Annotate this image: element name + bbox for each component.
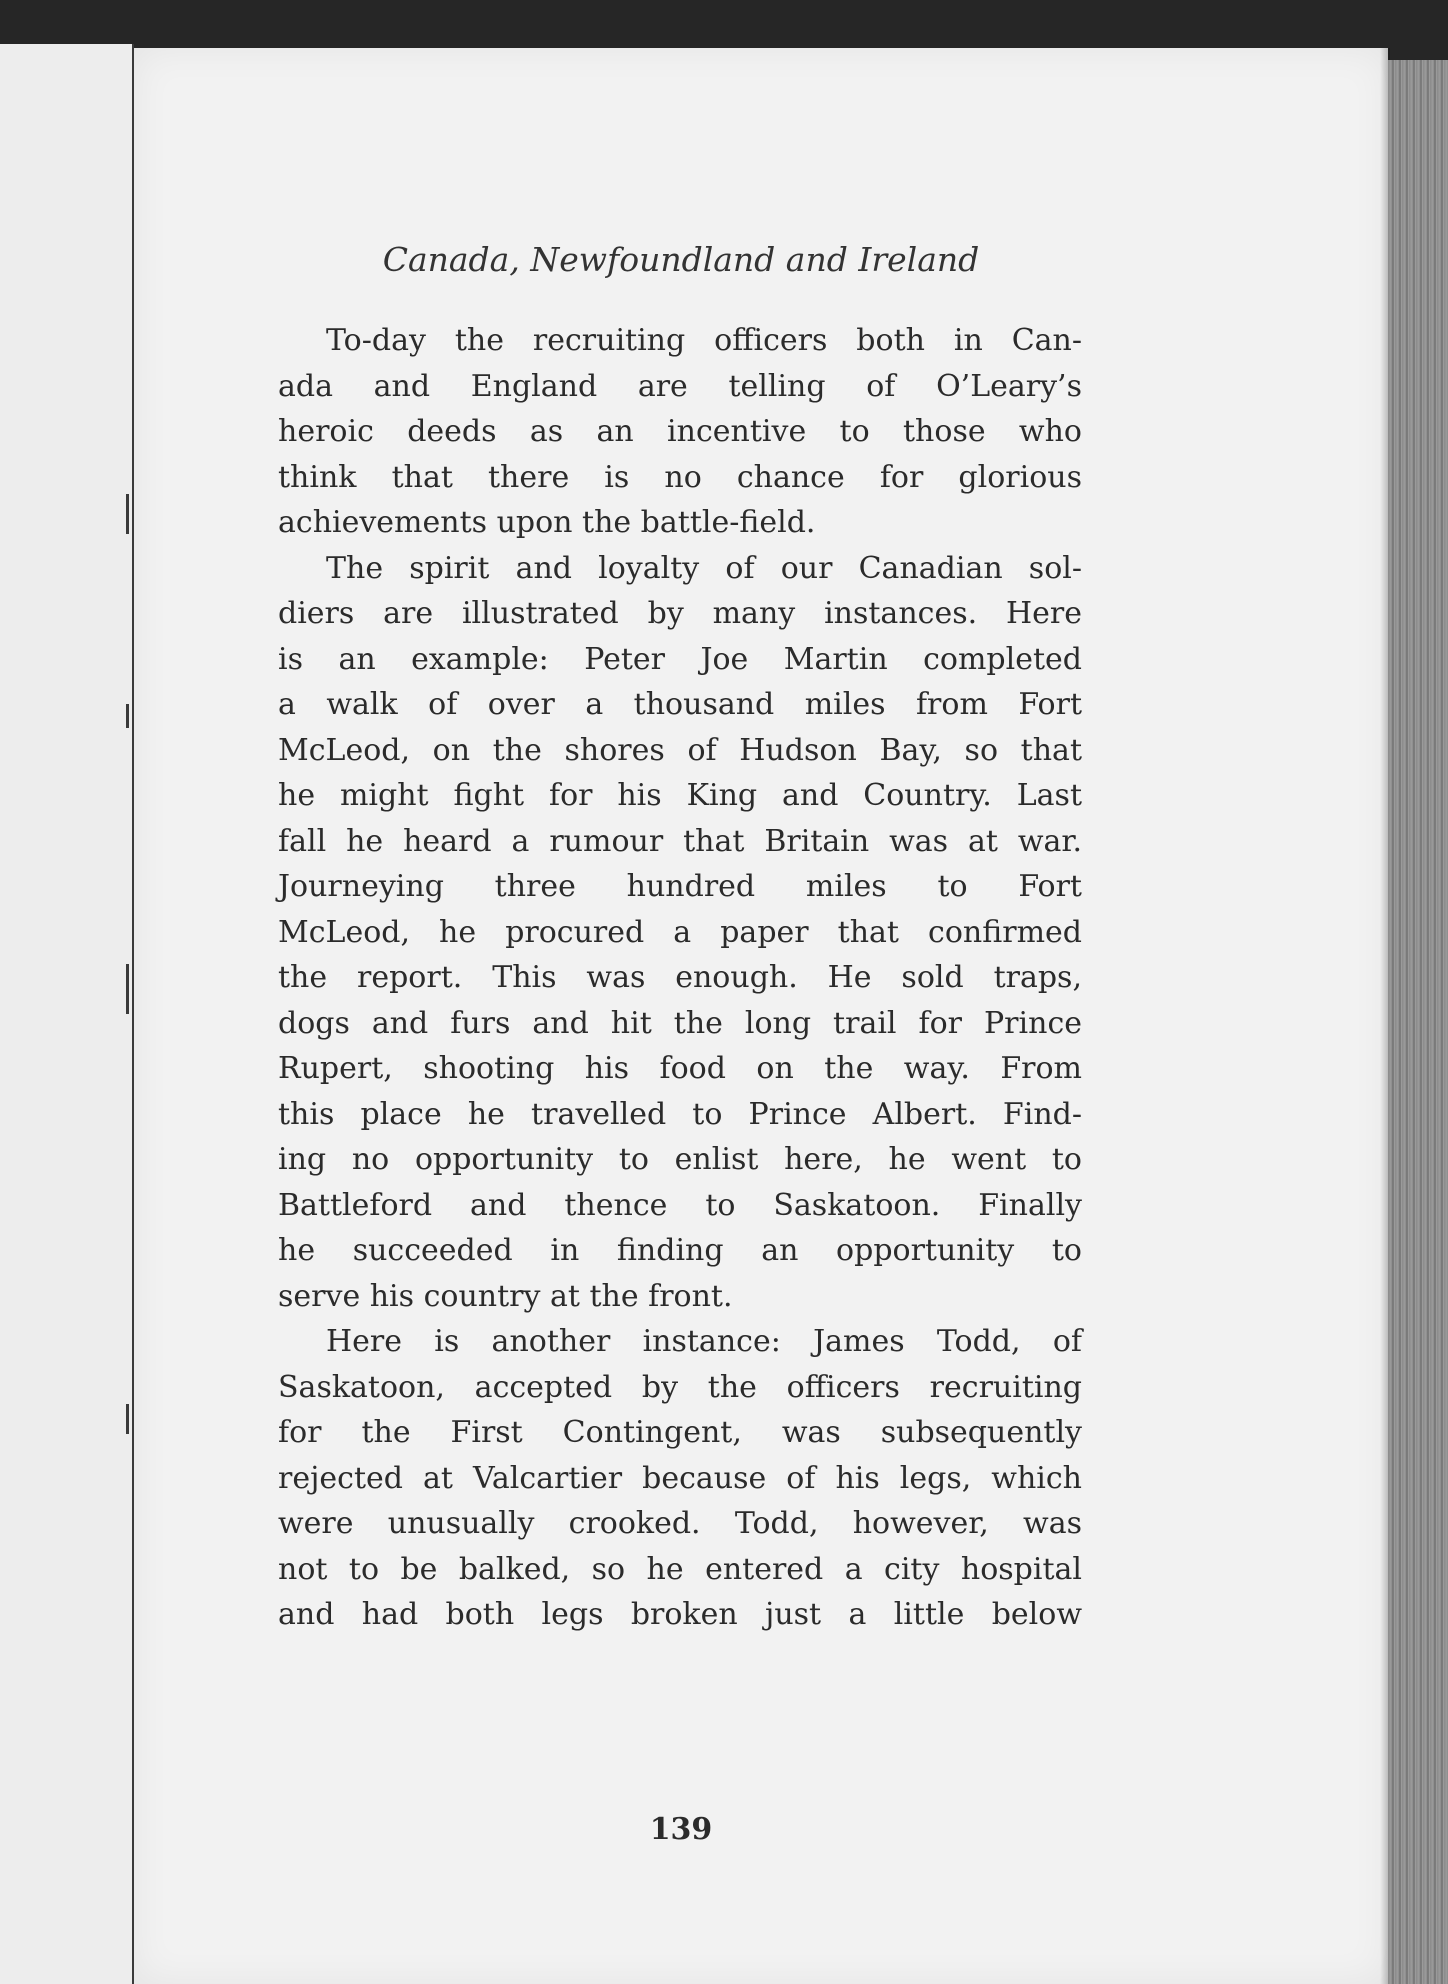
text-line: and had both legs broken just a little below — [278, 1597, 1082, 1632]
text-line: ada and England are telling of O’Leary’s — [278, 368, 1082, 404]
text-line: McLeod, on the shores of Hudson Bay, so that — [278, 732, 1082, 768]
facing-page-edge — [0, 44, 134, 1984]
text-line: is an example: Peter Joe Martin completed — [278, 641, 1082, 677]
page-stack-edge — [1388, 60, 1448, 1984]
text-line: the report. This was enough. He sold traps, — [278, 960, 1082, 995]
text-line: dogs and furs and hit the long trail for Prince — [278, 1005, 1082, 1041]
text-line: he succeeded in finding an opportunity to — [278, 1233, 1082, 1268]
text-line: heroic deeds as an incentive to those who — [278, 414, 1082, 449]
text-line: achievements upon the battle-field. — [278, 505, 816, 540]
text-line: not to be balked, so he entered a city hospital — [278, 1551, 1082, 1587]
text-line: diers are illustrated by many instances. Here — [278, 596, 1082, 631]
margin-mark — [126, 1404, 129, 1434]
text-line: for the First Contingent, was subsequently — [278, 1415, 1082, 1450]
text-line: think that there is no chance for glorious — [278, 459, 1082, 495]
text-line: To-day the recruiting officers both in Can- — [326, 323, 1082, 358]
text-line: this place he travelled to Prince Albert. Find- — [278, 1096, 1082, 1132]
text-line: rejected at Valcartier because of his legs, which — [278, 1460, 1082, 1496]
text-line: fall he heard a rumour that Britain was at war. — [278, 823, 1082, 859]
text-line: Journeying three hundred miles to Fort — [278, 869, 1082, 904]
text-line: The spirit and loyalty of our Canadian sol- — [326, 550, 1082, 586]
text-line: were unusually crooked. Todd, however, was — [278, 1506, 1082, 1541]
text-line: Saskatoon, accepted by the officers recruiting — [278, 1369, 1082, 1405]
text-line: Battleford and thence to Saskatoon. Finally — [278, 1187, 1082, 1223]
text-line: serve his country at the front. — [278, 1278, 733, 1314]
text-line: McLeod, he procured a paper that confirmed — [278, 914, 1082, 950]
margin-mark — [126, 964, 129, 1014]
running-head: Canada, Newfoundland and Ireland — [382, 240, 980, 279]
text-line: a walk of over a thousand miles from Fort — [278, 687, 1082, 722]
margin-mark — [126, 494, 129, 534]
body-text — [278, 318, 1082, 1638]
margin-mark — [126, 704, 129, 728]
text-line: he might fight for his King and Country. Last — [278, 778, 1082, 813]
text-line: ing no opportunity to enlist here, he went to — [278, 1142, 1082, 1177]
text-line: Rupert, shooting his food on the way. From — [278, 1051, 1082, 1086]
text-line: Here is another instance: James Todd, of — [326, 1324, 1082, 1359]
page-number: 139 — [649, 1812, 713, 1847]
